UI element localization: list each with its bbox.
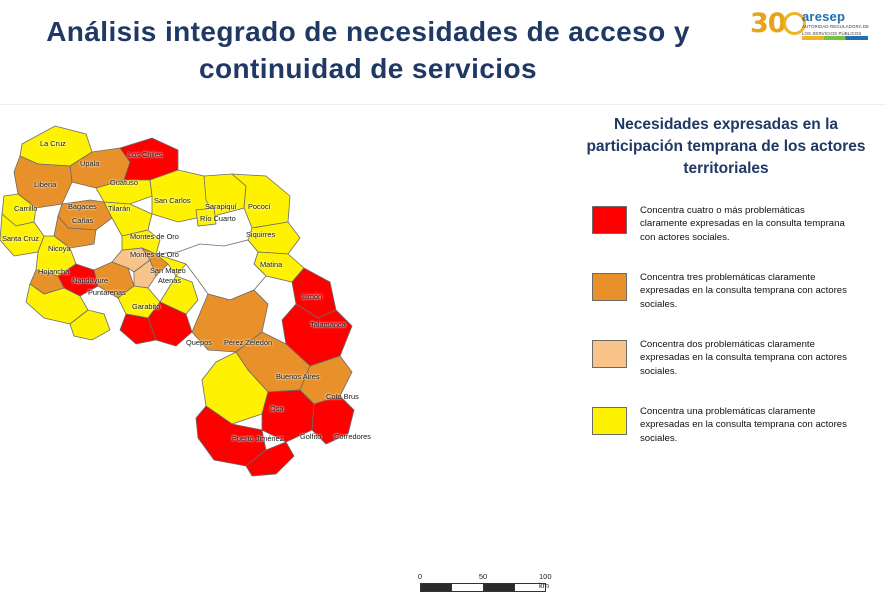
map-label: Talamanca: [310, 320, 346, 329]
map-label: Limón: [302, 292, 323, 301]
map-label: Río Cuarto: [200, 214, 236, 223]
map-label: Golfito: [300, 432, 322, 441]
logo-brand-text: aresep: [802, 9, 846, 24]
logo-tagline: AUTORIDAD REGULADORA DE LOS SERVICIOS PÚBLICOS: [802, 24, 870, 36]
logo-color-bar: [802, 36, 868, 40]
logo-anniversary-number: 30: [750, 8, 786, 39]
legend-item: [584, 403, 884, 459]
map-label: Corredores: [334, 432, 371, 441]
map-label: La Cruz: [40, 139, 66, 148]
map-label: Nicoya: [48, 244, 71, 253]
legend-item: [584, 269, 884, 325]
legend-items: [584, 202, 884, 470]
map-label: Bagaces: [68, 202, 97, 211]
map-label: Carrillo: [14, 204, 38, 213]
map-label: Pococí: [248, 202, 271, 211]
map-legend: [566, 104, 886, 499]
map-label: Puntarenas: [88, 288, 126, 297]
legend-item: [584, 336, 884, 392]
legend-item-label: Concentra cuatro o más problemáticas claramente expresadas en la consulta temprana con actores sociales.: [640, 205, 845, 243]
map-label: San Mateo: [150, 266, 186, 275]
costa-rica-choropleth-map[interactable]: [0, 104, 566, 590]
map-label: Upala: [80, 159, 100, 168]
map-label: Tilarán: [108, 204, 131, 213]
map-label: Liberia: [34, 180, 57, 189]
scale-label: 100 km: [539, 572, 552, 590]
scale-segment: [483, 583, 514, 592]
map-label: Nandayure: [72, 276, 109, 285]
map-label: San Carlos: [154, 196, 191, 205]
legend-item-label: Concentra tres problemáticas claramente expresadas en la consulta temprana con actores sociales.: [640, 272, 847, 310]
map-label: Montes de Oro: [130, 232, 179, 241]
canton-rio-cuarto: [196, 208, 216, 226]
map-label: Hojancha: [38, 267, 70, 276]
map-label: Sarapiquí: [205, 202, 237, 211]
legend-swatch-orange: [592, 273, 627, 301]
map-svg: [0, 104, 566, 499]
map-label: Santa Cruz: [2, 234, 39, 243]
legend-swatch-red: [592, 206, 627, 234]
legend-title: Necesidades expresadas en la participación temprana de los actores territoriales: [586, 116, 866, 177]
map-label: Montes de Oro: [130, 250, 179, 259]
map-scale-bar: [417, 572, 560, 598]
scale-label: 50: [478, 572, 488, 581]
map-label: Pérez Zeledón: [224, 338, 273, 347]
map-label: Buenos Aires: [276, 372, 320, 381]
scale-segments: [420, 583, 546, 590]
map-label: Matina: [260, 260, 283, 269]
legend-swatch-light-orange: [592, 340, 627, 368]
legend-item: [584, 202, 884, 258]
aresep-logo: [750, 6, 872, 46]
scale-segment: [420, 583, 451, 592]
canton-corredores: [312, 396, 354, 444]
map-label: Coto Brus: [326, 392, 359, 401]
scale-label: 0: [417, 572, 423, 581]
map-label: Siquirres: [246, 230, 276, 239]
slide-header: [0, 0, 886, 104]
map-label: Osa: [270, 404, 284, 413]
map-label: Puerto Jiménez: [232, 434, 284, 443]
page-title: Análisis integrado de necesidades de acceso y continuidad de servicios: [46, 16, 690, 84]
map-label: Atenas: [158, 276, 182, 285]
legend-item-label: Concentra dos problemáticas claramente expresadas en la consulta temprana con actores sociales.: [640, 339, 847, 377]
map-label: Los Chiles: [128, 150, 163, 159]
map-label: Garabito: [132, 302, 161, 311]
scale-segment: [451, 583, 482, 592]
map-label: Quepos: [186, 338, 212, 347]
legend-item-label: Concentra una problemáticas claramente expresadas en la consulta temprana con actores sociales.: [640, 406, 847, 444]
map-label: Cañas: [72, 216, 94, 225]
map-label: Guatuso: [110, 178, 138, 187]
canton-golfito: [262, 390, 314, 442]
legend-swatch-yellow: [592, 407, 627, 435]
